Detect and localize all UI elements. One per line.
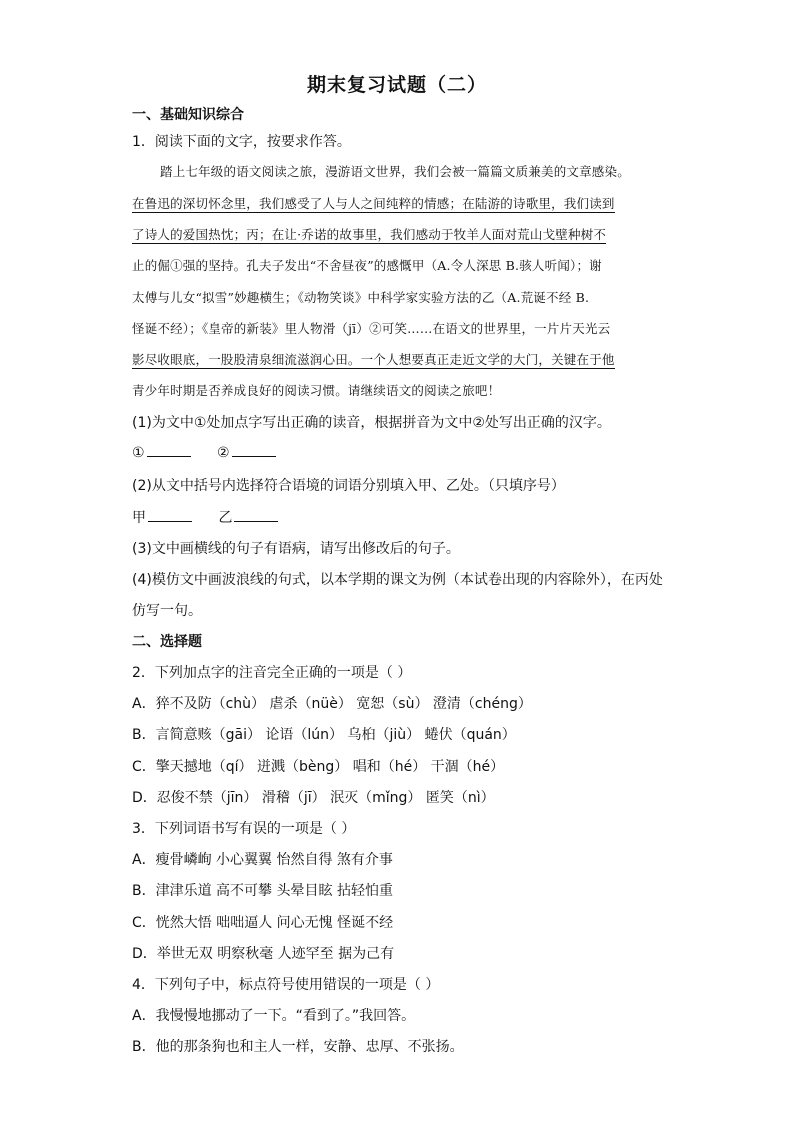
answer-blanks-2 bbox=[132, 507, 278, 527]
question-3-option: D．举世无双 明察秋毫 人迹罕至 据为己有 bbox=[132, 946, 395, 962]
question-3-option: B．津津乐道 高不可攀 头晕目眩 拈轻怕重 bbox=[132, 883, 393, 899]
section-heading-basics: 一、基础知识综合 bbox=[132, 107, 244, 123]
underlined-sentence: 在鲁迅的深切怀念里，我们感受了人与人之间纯粹的情感；在陆游的诗歌里，我们读到 bbox=[132, 196, 615, 211]
passage-line bbox=[132, 194, 615, 212]
passage-line: 青少年时期是否养成良好的阅读习惯。请继续语文的阅读之旅吧！ bbox=[132, 383, 501, 398]
answer-blank[interactable] bbox=[232, 444, 276, 457]
passage-line: 太傅与儿女“拟雪”妙趣横生；《动物笑谈》中科学家实验方法的乙（A.荒诞不经 B. bbox=[132, 290, 590, 305]
blank-label: 乙 bbox=[218, 510, 233, 526]
page-title: 期末复习试题（二） bbox=[306, 74, 487, 96]
question-4-option: A．我慢慢地挪动了一下。“看到了。”我回答。 bbox=[132, 1008, 416, 1024]
question-4-stem: 4．下列句子中，标点符号使用错误的一项是（ ） bbox=[132, 977, 440, 993]
underlined-sentence: 影尽收眼底，一股股清泉细流滋润心田。一个人想要真正走近文学的大门，关键在于他 bbox=[132, 352, 615, 367]
blank-label: ① bbox=[132, 445, 145, 461]
underlined-sentence: 了诗人的爱国热忱；丙；在让·乔诺的故事里，我们感动于牧羊人面对荒山戈壁种树不 bbox=[132, 227, 607, 242]
question-3-stem: 3．下列词语书写有误的一项是（ ） bbox=[132, 821, 356, 837]
question-2-option: B．言简意赅（gāi） 论语（lún） 乌桕（jiù） 蜷伏（quán） bbox=[132, 727, 516, 743]
blank-label: 甲 bbox=[132, 510, 146, 526]
question-2-option: D．忍俊不禁（jīn） 滑稽（jī） 泯灭（mǐng） 匿笑（nì） bbox=[132, 790, 495, 806]
question-3-option: A．瘦骨嶙峋 小心翼翼 怡然自得 煞有介事 bbox=[132, 852, 393, 868]
question-3-option: C．恍然大悟 咄咄逼人 问心无愧 怪诞不经 bbox=[132, 915, 394, 931]
sub-question-2: (2)从文中括号内选择符合语境的词语分别填入甲、乙处。（只填序号） bbox=[132, 478, 565, 494]
sub-question-4-cont: 仿写一句。 bbox=[132, 603, 202, 619]
passage-line: 踏上七年级的语文阅读之旅，漫游语文世界，我们会被一篇篇文质兼美的文章感染。 bbox=[160, 164, 630, 179]
answer-blank[interactable] bbox=[148, 509, 192, 522]
sub-question-4: (4)模仿文中画波浪线的句式，以本学期的课文为例（本试卷出现的内容除外），在丙处 bbox=[132, 572, 663, 588]
answer-blanks-1 bbox=[132, 444, 276, 461]
passage-line bbox=[132, 225, 606, 243]
passage-line: 止的倔①强的坚持。孔夫子发出“不舍昼夜”的感慨甲（A.令人深思 B.骇人听闻）；谢 bbox=[132, 258, 602, 273]
sub-question-3: (3)文中画横线的句子有语病，请写出修改后的句子。 bbox=[132, 541, 460, 557]
question-2-stem: 2．下列加点字的注音完全正确的一项是（ ） bbox=[132, 665, 412, 681]
blank-label: ② bbox=[217, 445, 230, 461]
passage-line bbox=[132, 350, 615, 368]
passage-line: 怪诞不经）；《皇帝的新装》里人物滑（jī）②可笑……在语文的世界里，一片片天光云 bbox=[132, 321, 611, 336]
question-2-option: C．擎天撼地（qí） 迸溅（bèng） 唱和（hé） 干涸（hé） bbox=[132, 759, 505, 775]
answer-blank[interactable] bbox=[147, 444, 191, 457]
section-heading-choice: 二、选择题 bbox=[132, 634, 202, 650]
question-1-stem: 1．阅读下面的文字，按要求作答。 bbox=[132, 134, 351, 150]
answer-blank[interactable] bbox=[234, 509, 278, 522]
sub-question-1: (1)为文中①处加点字写出正确的读音，根据拼音为文中②处写出正确的汉字。 bbox=[132, 415, 611, 431]
question-2-option: A．猝不及防（chù） 虐杀（nüè） 宽恕（sù） 澄清（chéng） bbox=[132, 696, 532, 712]
question-4-option: B．他的那条狗也和主人一样，安静、忠厚、不张扬。 bbox=[132, 1039, 464, 1055]
